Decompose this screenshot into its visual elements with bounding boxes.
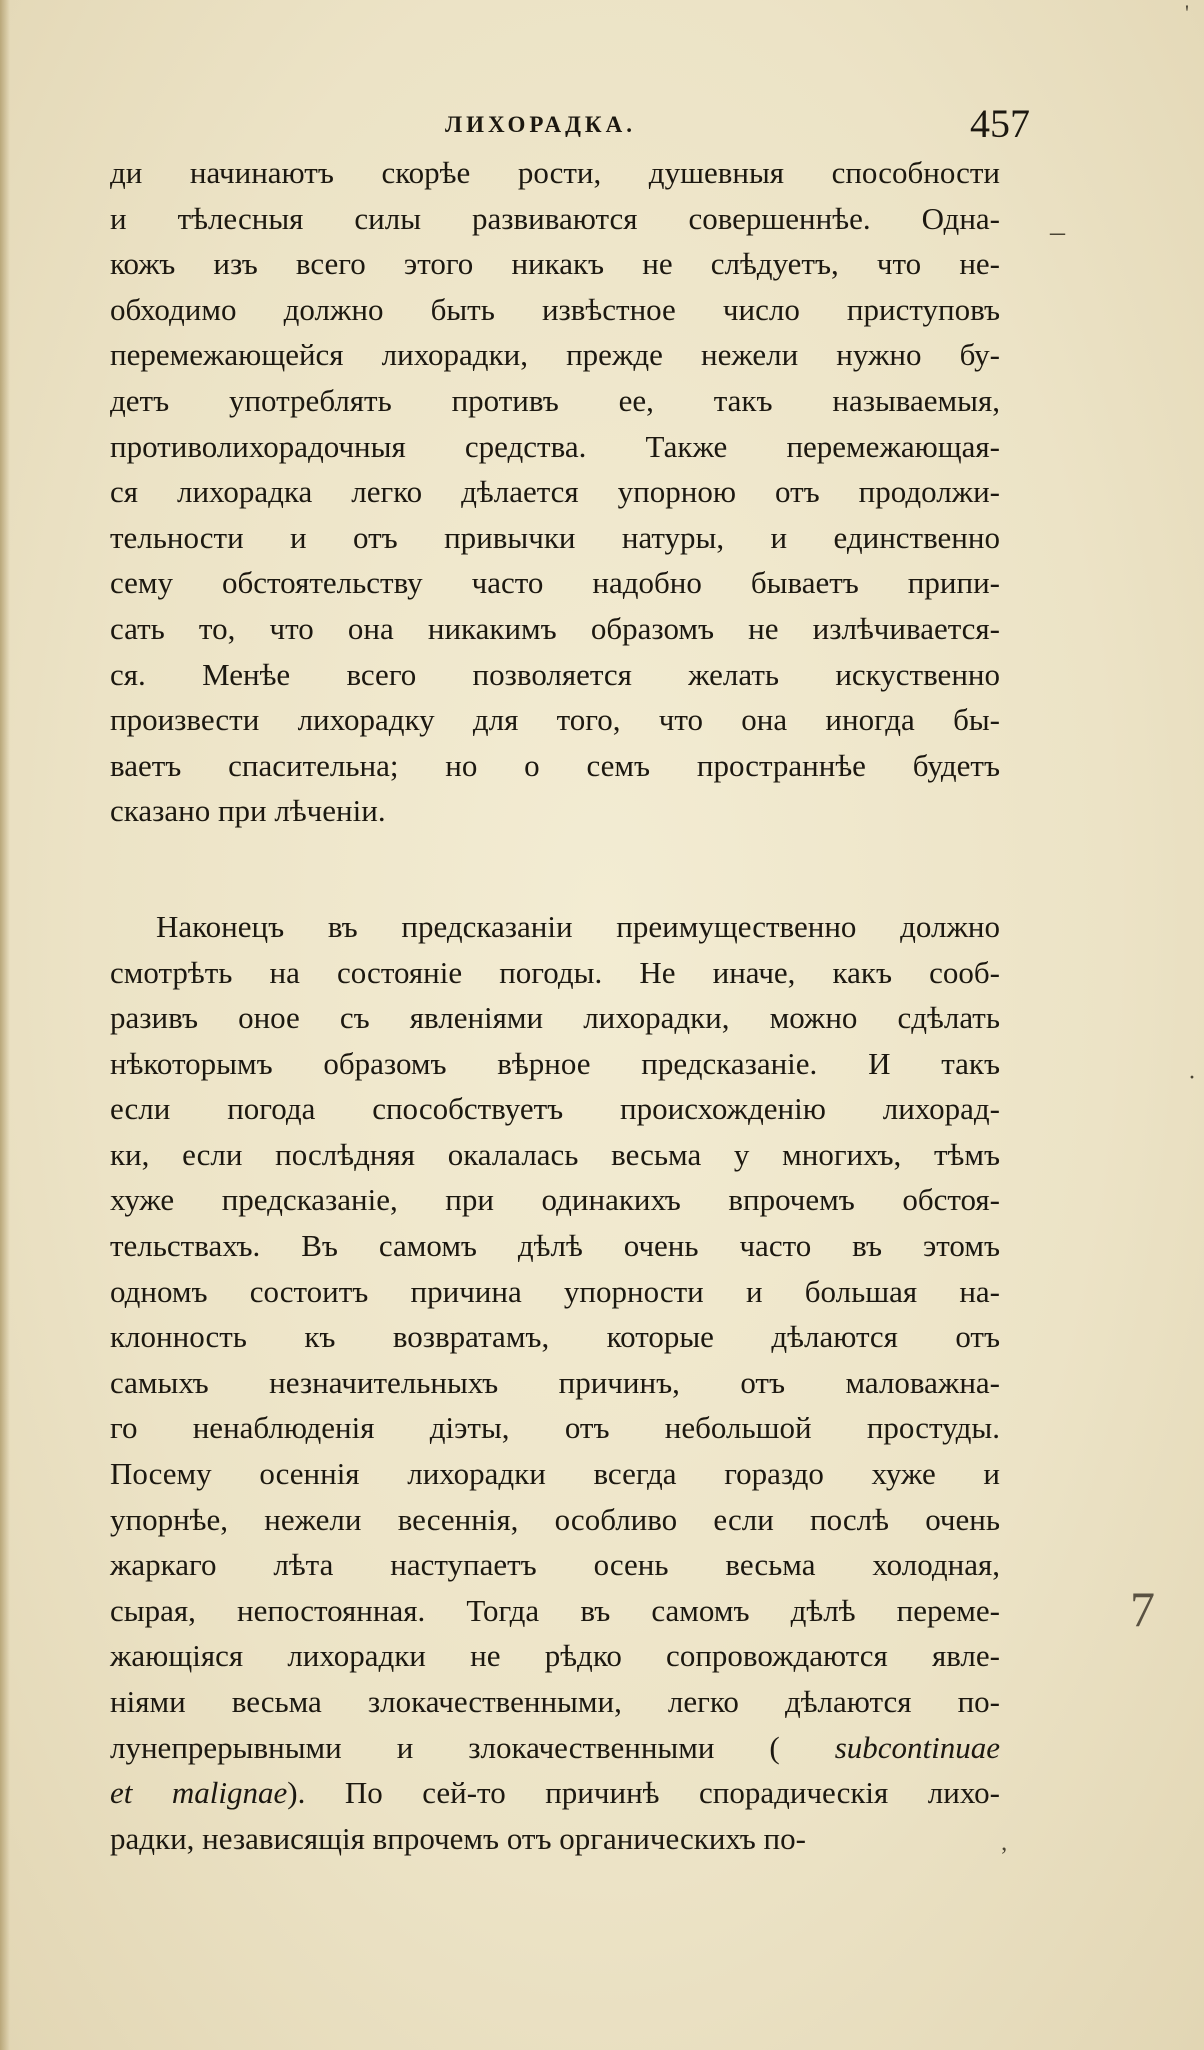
text-line-continuation: ). По сей-то причинѣ спорадическія лихо- <box>287 1775 1000 1811</box>
text-line: сырая, непостоянная. Тогда въ самомъ дѣлѣ переме- <box>110 1592 1000 1628</box>
text-line: нѣкоторымъ образомъ вѣрное предсказаніе. И такъ <box>110 1045 1000 1081</box>
text-line: Наконецъ въ предсказаніи преимущественно должно <box>156 908 1000 944</box>
text-line: жающіяся лихорадки не рѣдко сопровождаются явле- <box>110 1638 1000 1674</box>
text-line: самыхъ незначительныхъ причинъ, отъ маловажна- <box>110 1364 1000 1400</box>
text-line: если погода способствуетъ происхожденію лихорад- <box>110 1091 1000 1127</box>
text-line: хуже предсказаніе, при одинакихъ впрочемъ обстоя- <box>110 1182 1000 1218</box>
latin-term-continued: et malignae <box>110 1775 288 1811</box>
paragraph-gap <box>110 834 1000 904</box>
paragraph-1 <box>110 150 1000 834</box>
corner-mark: ' <box>1185 0 1189 25</box>
page-header <box>110 101 1030 148</box>
text-line: смотрѣть на состояніе погоды. Не иначе, какъ сооб- <box>110 954 1000 990</box>
margin-comma-mark: ‚ <box>1000 1830 1008 1856</box>
text-line: го ненаблюденія діэты, отъ небольшой простуды. <box>110 1410 1000 1446</box>
text-line: ваетъ спасительна; но о семъ пространнѣе будетъ <box>110 747 1000 783</box>
running-title: ЛИХОРАДКА. <box>445 112 636 137</box>
text-line-lead: лунепрерывными и злокачественными ( <box>110 1729 780 1765</box>
text-line: кожъ изъ всего этого никакъ не слѣдуетъ, что не- <box>110 246 1000 282</box>
text-line: тельствахъ. Въ самомъ дѣлѣ очень часто въ этомъ <box>110 1228 1000 1264</box>
text-line: сему обстоятельству часто надобно бываетъ припи- <box>110 565 1000 601</box>
paragraph-2 <box>110 904 1000 1770</box>
text-line: сать то, что она никакимъ образомъ не излѣчивается- <box>110 610 1000 646</box>
text-line: ніями весьма злокачественными, легко дѣлаются по- <box>110 1684 1000 1719</box>
text-line: перемежающейся лихорадки, прежде нежели нужно бу- <box>110 337 1000 373</box>
text-line: клонность къ возвратамъ, которые дѣлаются отъ <box>110 1319 1000 1355</box>
text-line: ди начинаютъ скорѣе рости, душевныя способности <box>110 155 1000 190</box>
text-line: одномъ состоитъ причина упорности и большая на- <box>110 1273 1000 1309</box>
margin-dash-mark: – <box>1050 215 1065 248</box>
text-line: детъ употреблять противъ ее, такъ называемыя, <box>110 382 1000 418</box>
text-line: противолихорадочныя средства. Также перемежающая- <box>110 428 1000 464</box>
text-line: тельности и отъ привычки натуры, и единственно <box>110 519 1000 555</box>
text-line: и тѣлесныя силы развиваются совершеннѣе. Одна- <box>110 200 1000 236</box>
text-line: упорнѣе, нежели весеннія, особливо если послѣ очень <box>110 1501 1000 1537</box>
body-text <box>110 150 1000 1861</box>
text-line: ки, если послѣдняя окалалась весьма у многихъ, тѣмъ <box>110 1136 1000 1172</box>
latin-term: subcontinuae <box>834 1729 1001 1765</box>
text-line: сказано при лѣченіи. <box>110 793 386 829</box>
text-line-with-latin <box>110 1725 1000 1771</box>
page-number: 457 <box>970 101 1030 146</box>
text-line: ся. Менѣе всего позволяется желать искуственно <box>110 656 1000 692</box>
text-line: произвести лихорадку для того, что она иногда бы- <box>110 702 1000 738</box>
text-line: обходимо должно быть извѣстное число приступовъ <box>110 291 1000 327</box>
margin-seven-mark: 7 <box>1130 1581 1155 1637</box>
text-line-latin <box>110 1770 1000 1816</box>
text-line: разивъ оное съ явленіями лихорадки, можно сдѣлать <box>110 1000 1000 1036</box>
page-edge-shadow <box>0 0 10 2050</box>
text-line-final: радки, независящія впрочемъ отъ органическихъ по- <box>110 1820 806 1856</box>
text-line: жаркаго лѣта наступаетъ осень весьма холодная, <box>110 1547 1000 1583</box>
margin-dot-mark: · <box>1188 1065 1196 1091</box>
text-line: ся лихорадка легко дѣлается упорною отъ продолжи- <box>110 474 1000 510</box>
text-line: Посему осеннія лихорадки всегда гораздо хуже и <box>110 1456 1000 1492</box>
